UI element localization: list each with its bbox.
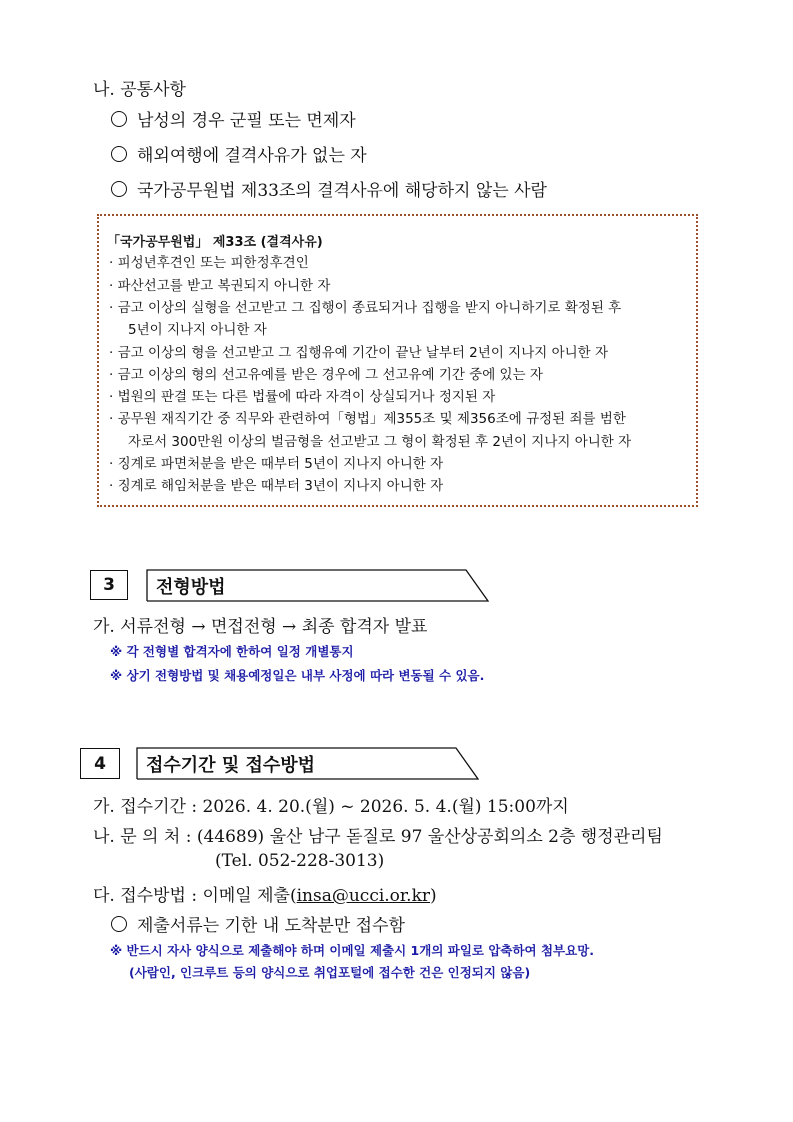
section-3-process: 가. 서류전형 → 면접전형 → 최종 합격자 발표 (93, 617, 428, 637)
disqualification-item: · 공무원 재직기간 중 직무와 관련하여「형법」제355조 및 제356조에 규정된 죄를 범한 (109, 411, 626, 427)
disqualification-item: · 금고 이상의 형의 선고유예를 받은 경우에 그 선고유예 기간 중에 있는 자 (109, 367, 543, 383)
disqualification-item-continued: 5년이 지나지 아니한 자 (128, 322, 267, 338)
disqualification-item: · 법원의 판결 또는 다른 법률에 따라 자격이 상실되거나 정지된 자 (109, 389, 496, 405)
email-link[interactable]: insa@ucci.or.kr (296, 886, 431, 906)
circle-bullet-icon (111, 916, 127, 932)
common-item-overseas: 해외여행에 결격사유가 없는 자 (111, 141, 367, 166)
circle-bullet-icon (111, 146, 127, 162)
section-4-method: 다. 접수방법 : 이메일 제출(insa@ucci.or.kr) (93, 886, 437, 906)
section-3-number: 3 (90, 570, 128, 600)
disqualification-item: · 징계로 해임처분을 받은 때부터 3년이 지나지 아니한 자 (109, 478, 444, 494)
section-4-number: 4 (80, 748, 120, 779)
section-3-title: 전형방법 (156, 577, 226, 598)
disqualification-item: · 금고 이상의 형을 선고받고 그 집행유예 기간이 끝난 날부터 2년이 지나지 아니한 자 (109, 345, 609, 361)
circle-bullet-icon (111, 181, 127, 197)
section-4-circle-item: 제출서류는 기한 내 도착분만 접수함 (111, 911, 405, 936)
section-4-header (136, 747, 479, 780)
section-3-header (146, 569, 489, 602)
section-4-note-continued: (사람인, 인크루트 등의 양식으로 취업포털에 접수한 건은 인정되지 않음) (129, 965, 531, 980)
circle-bullet-icon (111, 111, 127, 127)
section-4-contact: 나. 문 의 처 : (44689) 울산 남구 돋질로 97 울산상공회의소 2층 행정관리팀 (93, 827, 663, 847)
disqualification-item: · 징계로 파면처분을 받은 때부터 5년이 지나지 아니한 자 (109, 456, 444, 472)
section-3-note: ※ 각 전형별 합격자에 한하여 일정 개별통지 (110, 644, 354, 659)
disqualification-item: · 파산선고를 받고 복권되지 아니한 자 (109, 278, 331, 294)
disqualification-item: · 피성년후견인 또는 피한정후견인 (109, 255, 309, 271)
disqualification-item-continued: 자로서 300만원 이상의 벌금형을 선고받고 그 형이 확정된 후 2년이 지나지 아니한 자 (128, 434, 632, 450)
section-4-title: 접수기간 및 접수방법 (146, 755, 316, 776)
disqualification-item: · 금고 이상의 실형을 선고받고 그 집행이 종료되거나 집행을 받지 아니하기로 확정된 후 (109, 300, 622, 316)
common-heading: 나. 공통사항 (93, 80, 186, 100)
disqualification-title: 「국가공무원법」 제33조 (결격사유) (107, 235, 323, 250)
common-item-disqualification: 국가공무원법 제33조의 결격사유에 해당하지 않는 사람 (111, 176, 547, 201)
section-3-note: ※ 상기 전형방법 및 채용예정일은 내부 사정에 따라 변동될 수 있음. (110, 668, 485, 683)
section-4-tel: (Tel. 052-228-3013) (215, 851, 385, 871)
section-4-period: 가. 접수기간 : 2026. 4. 20.(월) ~ 2026. 5. 4.(월) 15:00까지 (93, 797, 569, 817)
common-item-military: 남성의 경우 군필 또는 면제자 (111, 106, 356, 131)
section-4-note: ※ 반드시 자사 양식으로 제출해야 하며 이메일 제출시 1개의 파일로 압축하여 첨부요망. (110, 943, 595, 958)
